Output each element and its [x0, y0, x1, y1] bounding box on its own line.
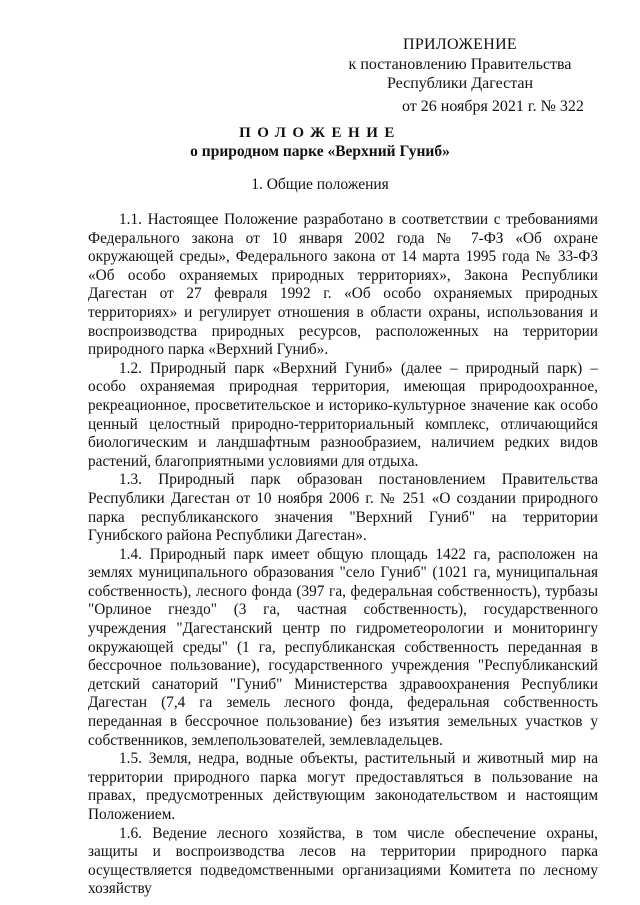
- document-title: ПОЛОЖЕНИЕ: [239, 125, 401, 141]
- annex-line-2: Республики Дагестан: [386, 75, 534, 92]
- paragraph-1-4: 1.4. Природный парк имеет общую площадь 1422 га, расположен на землях муниципального образования "село Гуниб" (1021 га, муниципальная собственность), лесного фонда (397 га, федеральная собственность), турбазы "Орлиное гнездо" (3 га, частная собственность), государственного учреждения "Дагестанский центр по гидрометеорологии и мониторингу окружающей среды" (1 га, республиканская собственность переданная в бессрочное пользование), государственного учреждения "Республиканский детский санаторий "Гуниб" Министерства здравоохранения Республики Дагестан (7,4 га земель лесного фонда, федеральная собственность переданная в бессрочное пользование) без изъятия земельных участков у собственников, землепользователей, землевладельцев.: [88, 545, 598, 749]
- document-body: [88, 211, 598, 899]
- paragraph-1-1: 1.1. Настоящее Положение разработано в соответствии с требованиями Федерального закона от 10 января 2002 года № 7-ФЗ «Об охране окружающей среды», Федерального закона от 14 марта 1995 года № 33-ФЗ «Об особо охраняемых природных территориях», Закона Республики Дагестан от 27 февраля 1992 г. «Об особо охраняемых природных территориях» и регулирует отношения в области охраны, использования и воспроизводства природных ресурсов, расположенных на территории природного парка «Верхний Гуниб».: [88, 211, 598, 359]
- annex-title: ПРИЛОЖЕНИЕ: [402, 36, 517, 53]
- paragraph-1-6: 1.6. Ведение лесного хозяйства, в том числе обеспечение охраны, защиты и воспроизводства лесов на территории природного парка осуществляется подведомственными организациями Комитета по лесному хозяйству: [88, 824, 598, 898]
- section-heading: 1. Общие положения: [251, 176, 389, 193]
- annex-date: от 26 ноября 2021 г. № 322: [402, 98, 584, 115]
- paragraph-1-2: 1.2. Природный парк «Верхний Гуниб» (далее – природный парк) – особо охраняемая природная территория, имеющая природоохранное, рекреационное, просветительское и историко-культурное значение как особо ценный целостный природно-территориальный комплекс, отличающийся биологическим и ландшафтным разнообразием, наличием редких видов растений, благоприятными условиями для отдыха.: [88, 359, 598, 470]
- document-subtitle: о природном парке «Верхний Гуниб»: [190, 143, 450, 160]
- annex-line-1: к постановлению Правительства: [348, 55, 572, 73]
- annex-header: [340, 35, 580, 94]
- paragraph-1-3: 1.3. Природный парк образован постановлением Правительства Республики Дагестан от 10 ноября 2006 г. № 251 «О создании природного парка республиканского значения "Верхний Гуниб" на территории Гунибского района Республики Дагестан».: [88, 471, 598, 545]
- paragraph-1-5: 1.5. Земля, недра, водные объекты, растительный и животный мир на территории природного парка могут предоставляться в пользование на правах, предусмотренных действующим законодательством и настоящим Положением.: [88, 750, 598, 823]
